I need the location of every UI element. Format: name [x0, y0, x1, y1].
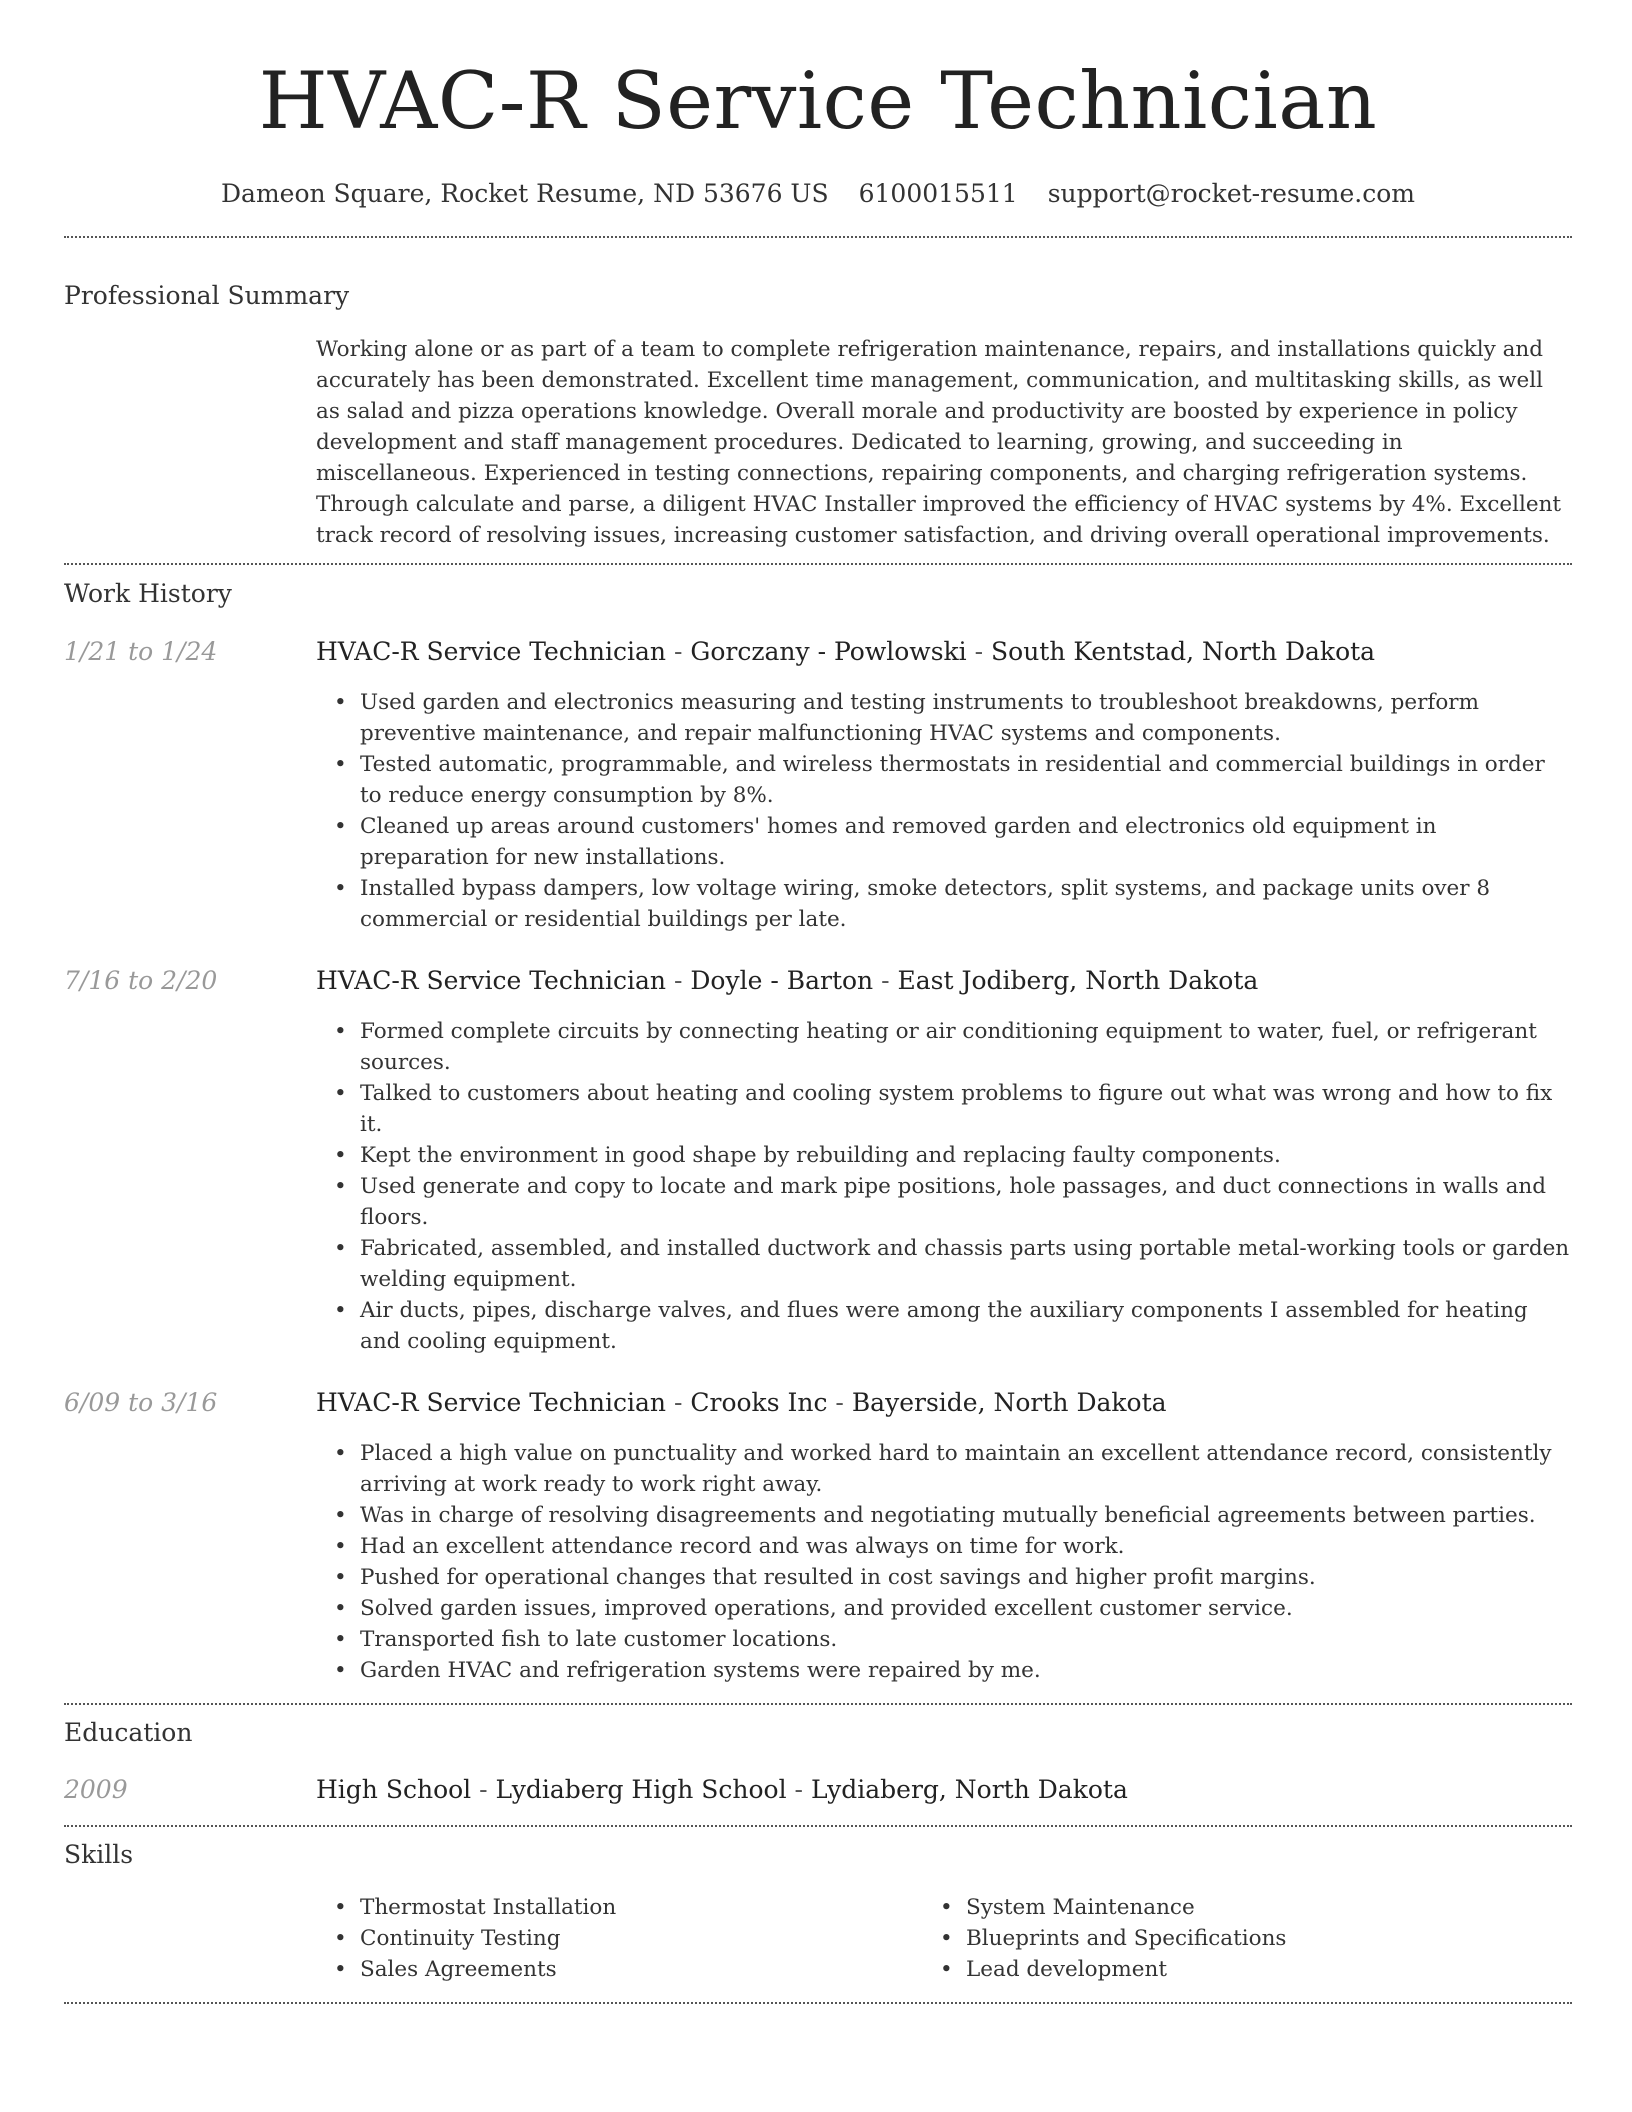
- section-divider: [64, 2002, 1572, 2004]
- list-item: • Tested automatic, programmable, and wireless thermostats in residential and commercial buildings in order to reduce energy consumption by 8%.: [360, 749, 1572, 811]
- job-dates: 1/21 to 1/24: [64, 637, 218, 666]
- resume-page: [64, 0, 1572, 2004]
- job-bullets: [360, 687, 1572, 935]
- contact-phone: 6100015511: [858, 179, 1018, 208]
- job-title-line: [316, 634, 1375, 670]
- education-location: Lydiaberg, North Dakota: [810, 1775, 1128, 1804]
- job-company: Doyle - Barton: [690, 966, 874, 995]
- separator: -: [666, 966, 691, 995]
- list-item: • Garden HVAC and refrigeration systems were repaired by me.: [360, 1655, 1572, 1686]
- education-heading: Education: [64, 1718, 193, 1747]
- list-item: • Installed bypass dampers, low voltage wiring, smoke detectors, split systems, and package units over 8 commercial or residential buildings per late.: [360, 873, 1572, 935]
- education-degree: High School: [316, 1775, 472, 1804]
- list-item: • Talked to customers about heating and cooling system problems to figure out what was wrong and how to fix it.: [360, 1078, 1572, 1140]
- skill-item: • Sales Agreements: [360, 1954, 966, 1985]
- summary-heading: Professional Summary: [64, 281, 350, 310]
- list-item: • Fabricated, assembled, and installed ductwork and chassis parts using portable metal-working tools or garden welding equipment.: [360, 1233, 1572, 1295]
- job-header: [64, 634, 1572, 670]
- job-role: HVAC-R Service Technician: [316, 637, 667, 666]
- contact-address: Dameon Square, Rocket Resume, ND 53676 US: [221, 179, 829, 208]
- skill-item: • Blueprints and Specifications: [966, 1923, 1572, 1954]
- list-item: • Pushed for operational changes that resulted in cost savings and higher profit margins.: [360, 1562, 1572, 1593]
- list-item: • Solved garden issues, improved operations, and provided excellent customer service.: [360, 1593, 1572, 1624]
- job-header: [64, 963, 1572, 999]
- list-item: • Used garden and electronics measuring and testing instruments to troubleshoot breakdowns, perform preventive maintenance, and repair malfunctioning HVAC systems and components.: [360, 687, 1572, 749]
- contact-email: support@rocket-resume.com: [1047, 179, 1415, 208]
- skill-item: • Continuity Testing: [360, 1923, 966, 1954]
- job-role: HVAC-R Service Technician: [316, 966, 667, 995]
- education-year: 2009: [64, 1775, 128, 1804]
- list-item: • Cleaned up areas around customers' homes and removed garden and electronics old equipment in preparation for new installations.: [360, 811, 1572, 873]
- section-divider: [64, 1825, 1572, 1827]
- job-dates: 6/09 to 3/16: [64, 1388, 218, 1417]
- skill-item: • Lead development: [966, 1954, 1572, 1985]
- skill-item: • Thermostat Installation: [360, 1892, 966, 1923]
- contact-line: [64, 178, 1572, 210]
- job-title-line: [316, 963, 1258, 999]
- job-bullets: [360, 1438, 1572, 1686]
- separator: -: [666, 637, 691, 666]
- separator: -: [966, 637, 992, 666]
- section-divider: [64, 1703, 1572, 1705]
- separator: -: [786, 1775, 811, 1804]
- job-company: Crooks Inc: [690, 1388, 828, 1417]
- list-item: • Transported fish to late customer locations.: [360, 1624, 1572, 1655]
- separator: -: [873, 966, 898, 995]
- separator: -: [827, 1388, 852, 1417]
- section-divider: [64, 563, 1572, 565]
- summary-text: Working alone or as part of a team to complete refrigeration maintenance, repairs, and installations quickly and accurately has been demonstrated. Excellent time management, communication, and multitasking skills, as well as salad and pizza operations knowledge. Overall morale and productivity are boosted by experience in policy development and staff management procedures. Dedicated to learning, growing, and succeeding in miscellaneous. Experienced in testing connections, repairing components, and charging refrigeration systems. Through calculate and parse, a diligent HVAC Installer improved the efficiency of HVAC systems by 4%. Excellent track record of resolving issues, increasing customer satisfaction, and driving overall operational improvements.: [316, 337, 1562, 548]
- separator: -: [666, 1388, 691, 1417]
- job-location: South Kentstad, North Dakota: [991, 637, 1376, 666]
- skills-heading: Skills: [64, 1840, 134, 1869]
- education-line: [316, 1772, 1128, 1808]
- list-item: • Kept the environment in good shape by rebuilding and replacing faulty components.: [360, 1140, 1572, 1171]
- skills-list: [360, 1892, 1572, 1985]
- separator: -: [471, 1775, 496, 1804]
- skills-column-right: [966, 1892, 1572, 1985]
- list-item: • Formed complete circuits by connecting heating or air conditioning equipment to water, fuel, or refrigerant sources.: [360, 1016, 1572, 1078]
- candidate-name: HVAC-R Service Technician: [258, 55, 1378, 147]
- list-item: • Was in charge of resolving disagreements and negotiating mutually beneficial agreements between parties.: [360, 1500, 1572, 1531]
- job-title-line: [316, 1385, 1167, 1421]
- job-company: Gorczany - Powlowski: [690, 637, 967, 666]
- list-item: • Had an excellent attendance record and was always on time for work.: [360, 1531, 1572, 1562]
- job-location: Bayerside, North Dakota: [851, 1388, 1167, 1417]
- skills-column-left: [360, 1892, 966, 1985]
- list-item: • Used generate and copy to locate and mark pipe positions, hole passages, and duct connections in walls and floors.: [360, 1171, 1572, 1233]
- skill-item: • System Maintenance: [966, 1892, 1572, 1923]
- list-item: • Placed a high value on punctuality and worked hard to maintain an excellent attendance record, consistently arriving at work ready to work right away.: [360, 1438, 1572, 1500]
- education-entry: [64, 1772, 1572, 1808]
- job-location: East Jodiberg, North Dakota: [897, 966, 1259, 995]
- education-school: Lydiaberg High School: [495, 1775, 787, 1804]
- job-dates: 7/16 to 2/20: [64, 966, 218, 995]
- work-history-heading: Work History: [64, 579, 232, 608]
- job-role: HVAC-R Service Technician: [316, 1388, 667, 1417]
- section-divider: [64, 236, 1572, 238]
- job-bullets: [360, 1016, 1572, 1357]
- list-item: • Air ducts, pipes, discharge valves, and flues were among the auxiliary components I assembled for heating and cooling equipment.: [360, 1295, 1572, 1357]
- job-header: [64, 1385, 1572, 1421]
